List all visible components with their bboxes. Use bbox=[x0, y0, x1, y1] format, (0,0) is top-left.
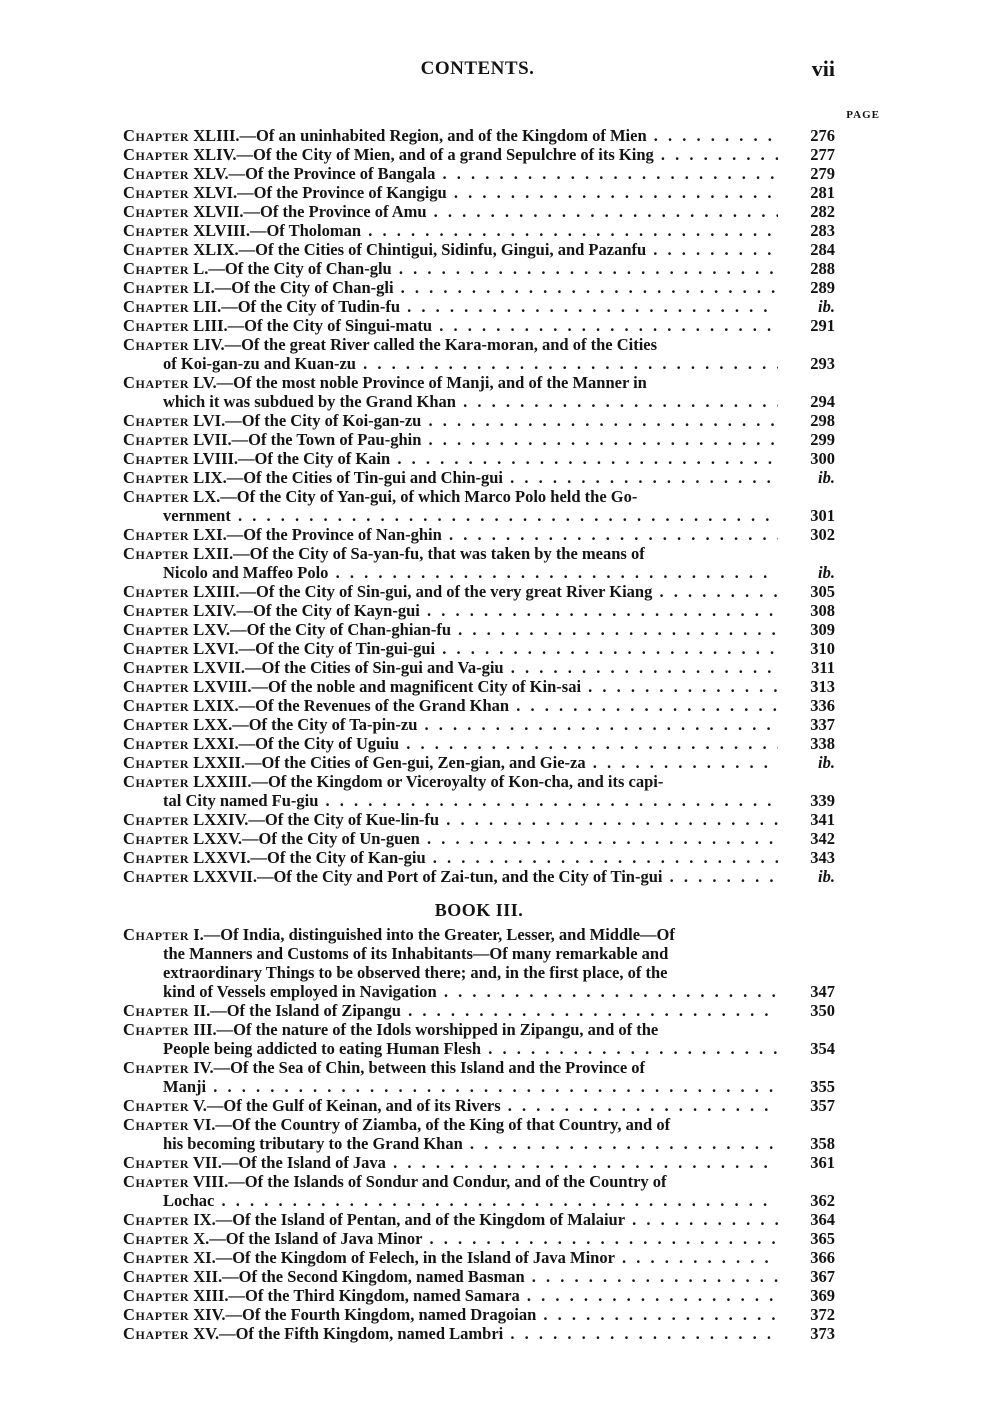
toc-entry bbox=[123, 1305, 835, 1324]
toc-entry-title: LV.—Of the most noble Province of Manji, and of the Manner in bbox=[193, 373, 647, 392]
toc-page-number: 369 bbox=[785, 1286, 835, 1305]
toc-entry-title: LXXIII.—Of the Kingdom or Viceroyalty of Kon-cha, and its capi- bbox=[193, 772, 664, 791]
chapter-word: Chapter bbox=[123, 335, 190, 354]
toc-entry-line bbox=[123, 449, 835, 468]
toc-entry-title: XLVIII.—Of Tholoman bbox=[193, 221, 362, 240]
toc-entry-line bbox=[123, 240, 835, 259]
toc-entry bbox=[123, 525, 835, 544]
toc-entry-line bbox=[123, 772, 835, 791]
toc-entry-title: XLIV.—Of the City of Mien, and of a grand Sepulchre of its King bbox=[193, 145, 654, 164]
chapter-word: Chapter bbox=[123, 658, 190, 677]
chapter-word: Chapter bbox=[123, 639, 190, 658]
toc-entry-title: LXXII.—Of the Cities of Gen-gui, Zen-gian, and Gie-za bbox=[193, 753, 586, 772]
toc-page-number: 372 bbox=[785, 1305, 835, 1324]
toc-entry-title: LIII.—Of the City of Singui-matu bbox=[193, 316, 433, 335]
toc-page-number: 294 bbox=[785, 392, 835, 411]
chapter-word: Chapter bbox=[123, 468, 190, 487]
toc-entry-title: XII.—Of the Second Kingdom, named Basman bbox=[193, 1267, 525, 1286]
toc-page-number: 341 bbox=[785, 810, 835, 829]
toc-page-number: 361 bbox=[785, 1153, 835, 1172]
book-heading: BOOK III. bbox=[434, 900, 524, 920]
toc-entry-line bbox=[123, 925, 835, 944]
toc-entry-title: XIV.—Of the Fourth Kingdom, named Dragoian bbox=[193, 1305, 537, 1324]
chapter-word: Chapter bbox=[123, 164, 190, 183]
toc-entry-title: XI.—Of the Kingdom of Felech, in the Island of Java Minor bbox=[193, 1248, 615, 1267]
toc-page-number: 338 bbox=[785, 734, 835, 753]
toc-entry bbox=[123, 373, 835, 411]
chapter-word: Chapter bbox=[123, 734, 190, 753]
toc-page-number: 288 bbox=[785, 259, 835, 278]
chapter-word: Chapter bbox=[123, 601, 190, 620]
toc-page-number: 362 bbox=[785, 1191, 835, 1210]
chapter-word: Chapter bbox=[123, 772, 190, 791]
toc-entry bbox=[123, 1229, 835, 1248]
toc-entry-line bbox=[123, 753, 835, 772]
toc-entry-title: VII.—Of the Island of Java bbox=[192, 1153, 386, 1172]
toc-entry bbox=[123, 639, 835, 658]
toc-entry-line bbox=[123, 601, 835, 620]
chapter-word: Chapter bbox=[123, 1267, 190, 1286]
toc-entry-title: his becoming tributary to the Grand Khan bbox=[163, 1134, 463, 1153]
toc-entry-title: kind of Vessels employed in Navigation bbox=[163, 982, 437, 1001]
toc-entry-line bbox=[123, 715, 835, 734]
toc-entry-line bbox=[123, 677, 835, 696]
chapter-word: Chapter bbox=[123, 126, 190, 145]
toc-entry-title: IV.—Of the Sea of Chin, between this Island and the Province of bbox=[193, 1058, 646, 1077]
toc-entry bbox=[123, 829, 835, 848]
toc-entry-title: LXIX.—Of the Revenues of the Grand Khan bbox=[193, 696, 510, 715]
chapter-word: Chapter bbox=[123, 373, 190, 392]
toc-entry-title: LVIII.—Of the City of Kain bbox=[193, 449, 391, 468]
toc-entry-title: XLV.—Of the Province of Bangala bbox=[193, 164, 436, 183]
toc-entry-title: LXXI.—Of the City of Uguiu bbox=[193, 734, 400, 753]
toc-page-number: ib. bbox=[785, 753, 835, 772]
toc-entry-title: II.—Of the Island of Zipangu bbox=[193, 1001, 401, 1020]
toc-page-number: 339 bbox=[785, 791, 835, 810]
chapter-word: Chapter bbox=[123, 810, 190, 829]
toc-entry-title: IX.—Of the Island of Pentan, and of the Kingdom of Malaiur bbox=[193, 1210, 626, 1229]
toc-entry-title: X.—Of the Island of Java Minor bbox=[193, 1229, 423, 1248]
toc-entry-title: XLIII.—Of an uninhabited Region, and of the Kingdom of Mien bbox=[193, 126, 647, 145]
toc-page-number: 309 bbox=[785, 620, 835, 639]
toc-entry bbox=[123, 1001, 835, 1020]
toc-entry-title: which it was subdued by the Grand Khan bbox=[163, 392, 456, 411]
chapter-word: Chapter bbox=[123, 1286, 190, 1305]
toc-page-number: 289 bbox=[785, 278, 835, 297]
toc-entry-title: LIX.—Of the Cities of Tin-gui and Chin-gui bbox=[193, 468, 503, 487]
chapter-word: Chapter bbox=[123, 430, 190, 449]
toc-entry-line bbox=[123, 1134, 835, 1153]
toc-page-number: 305 bbox=[785, 582, 835, 601]
toc-entry-title: VIII.—Of the Islands of Sondur and Condur, and of the Country of bbox=[192, 1172, 667, 1191]
toc-page-number: 308 bbox=[785, 601, 835, 620]
toc-entry bbox=[123, 544, 835, 582]
toc-entry-line bbox=[123, 468, 835, 487]
toc-entry bbox=[123, 696, 835, 715]
toc-entry bbox=[123, 620, 835, 639]
toc-entry-line bbox=[123, 620, 835, 639]
toc-entry bbox=[123, 677, 835, 696]
toc-entry-line bbox=[123, 791, 835, 810]
chapter-word: Chapter bbox=[123, 202, 190, 221]
toc-entry-line bbox=[123, 316, 835, 335]
toc-entry-title: LXI.—Of the Province of Nan-ghin bbox=[193, 525, 442, 544]
toc-entry-line bbox=[123, 544, 835, 563]
toc-entry bbox=[123, 772, 835, 810]
toc-entry-title: LXVI.—Of the City of Tin-gui-gui bbox=[193, 639, 436, 658]
toc-entry bbox=[123, 278, 835, 297]
toc-entry-title: Lochac bbox=[163, 1191, 215, 1210]
chapter-word: Chapter bbox=[123, 487, 190, 506]
chapter-word: Chapter bbox=[123, 848, 190, 867]
toc-entry-title: tal City named Fu-giu bbox=[163, 791, 319, 810]
toc-entry-line bbox=[123, 126, 835, 145]
toc-entry-title: Manji bbox=[163, 1077, 207, 1096]
toc-entry-title: LXXV.—Of the City of Un-guen bbox=[193, 829, 420, 848]
toc-entry-title: LII.—Of the City of Tudin-fu bbox=[193, 297, 401, 316]
toc-entry-line bbox=[123, 1115, 835, 1134]
toc-entry bbox=[123, 1115, 835, 1153]
chapter-word: Chapter bbox=[123, 1248, 190, 1267]
toc-entry bbox=[123, 240, 835, 259]
toc-page-number: 336 bbox=[785, 696, 835, 715]
toc-entry-title: XLVII.—Of the Province of Amu bbox=[193, 202, 427, 221]
toc-entry bbox=[123, 1172, 835, 1210]
chapter-word: Chapter bbox=[123, 1229, 190, 1248]
toc-entry bbox=[123, 221, 835, 240]
chapter-word: Chapter bbox=[123, 620, 190, 639]
toc-page-number: 337 bbox=[785, 715, 835, 734]
toc-entry-line bbox=[123, 734, 835, 753]
chapter-word: Chapter bbox=[123, 240, 190, 259]
toc-entry-title: LXVIII.—Of the noble and magnificent City of Kin-sai bbox=[193, 677, 582, 696]
toc-entry-line bbox=[123, 354, 835, 373]
page-column-label: PAGE bbox=[846, 109, 880, 121]
toc-entry-title: LXXIV.—Of the City of Kue-lin-fu bbox=[193, 810, 440, 829]
contents-list-book-iii bbox=[123, 925, 835, 1343]
chapter-word: Chapter bbox=[123, 259, 190, 278]
chapter-word: Chapter bbox=[123, 1324, 190, 1343]
toc-entry bbox=[123, 1096, 835, 1115]
toc-entry-title: LXIV.—Of the City of Kayn-gui bbox=[193, 601, 420, 620]
chapter-word: Chapter bbox=[123, 1305, 190, 1324]
toc-entry-line bbox=[123, 1286, 835, 1305]
toc-entry-line bbox=[123, 164, 835, 183]
toc-entry-line bbox=[123, 411, 835, 430]
toc-entry bbox=[123, 1267, 835, 1286]
toc-entry-line bbox=[123, 1039, 835, 1058]
toc-entry-line bbox=[123, 1210, 835, 1229]
toc-entry-line bbox=[123, 829, 835, 848]
chapter-word: Chapter bbox=[123, 715, 190, 734]
chapter-word: Chapter bbox=[123, 867, 190, 886]
toc-entry-title: LXX.—Of the City of Ta-pin-zu bbox=[193, 715, 418, 734]
toc-entry bbox=[123, 430, 835, 449]
toc-entry bbox=[123, 715, 835, 734]
toc-entry-title: LXVII.—Of the Cities of Sin-gui and Va-giu bbox=[193, 658, 504, 677]
toc-entry-title: extraordinary Things to be observed there; and, in the first place, of the bbox=[163, 963, 668, 982]
toc-entry-line bbox=[123, 259, 835, 278]
toc-page-number: ib. bbox=[785, 563, 835, 582]
toc-entry-line bbox=[123, 1153, 835, 1172]
toc-page-number: 373 bbox=[785, 1324, 835, 1343]
chapter-word: Chapter bbox=[123, 925, 190, 944]
toc-page-number: 284 bbox=[785, 240, 835, 259]
toc-entry bbox=[123, 601, 835, 620]
toc-entry-line bbox=[123, 810, 835, 829]
toc-entry-title: People being addicted to eating Human Flesh bbox=[163, 1039, 482, 1058]
toc-page-number: 358 bbox=[785, 1134, 835, 1153]
toc-entry bbox=[123, 1020, 835, 1058]
toc-page-number: 302 bbox=[785, 525, 835, 544]
toc-entry-title: LVI.—Of the City of Koi-gan-zu bbox=[193, 411, 422, 430]
chapter-word: Chapter bbox=[123, 221, 190, 240]
chapter-word: Chapter bbox=[123, 1153, 190, 1172]
toc-entry-line bbox=[123, 696, 835, 715]
toc-entry-line bbox=[123, 963, 835, 982]
toc-entry-title: VI.—Of the Country of Ziamba, of the King of that Country, and of bbox=[192, 1115, 671, 1134]
toc-page-number: 301 bbox=[785, 506, 835, 525]
toc-entry bbox=[123, 1324, 835, 1343]
contents-list-book-ii bbox=[123, 126, 835, 886]
toc-entry-title: XIII.—Of the Third Kingdom, named Samara bbox=[193, 1286, 520, 1305]
toc-entry-title: LXXVII.—Of the City and Port of Zai-tun, and the City of Tin-gui bbox=[193, 867, 663, 886]
chapter-word: Chapter bbox=[123, 145, 190, 164]
toc-entry-line bbox=[123, 430, 835, 449]
toc-entry-line bbox=[123, 1248, 835, 1267]
toc-page-number: 282 bbox=[785, 202, 835, 221]
chapter-word: Chapter bbox=[123, 1210, 190, 1229]
toc-entry-line bbox=[123, 658, 835, 677]
toc-entry-line bbox=[123, 221, 835, 240]
toc-page-number: 293 bbox=[785, 354, 835, 373]
toc-entry bbox=[123, 316, 835, 335]
chapter-word: Chapter bbox=[123, 525, 190, 544]
toc-page-number: 354 bbox=[785, 1039, 835, 1058]
chapter-word: Chapter bbox=[123, 696, 190, 715]
toc-page-number: 350 bbox=[785, 1001, 835, 1020]
toc-entry bbox=[123, 1153, 835, 1172]
toc-entry-title: Nicolo and Maffeo Polo bbox=[163, 563, 329, 582]
chapter-word: Chapter bbox=[123, 829, 190, 848]
toc-entry-title: LXII.—Of the City of Sa-yan-fu, that was taken by the means of bbox=[193, 544, 645, 563]
toc-entry-title: the Manners and Customs of its Inhabitants—Of many remarkable and bbox=[163, 944, 669, 963]
chapter-word: Chapter bbox=[123, 183, 190, 202]
toc-entry bbox=[123, 658, 835, 677]
toc-entry bbox=[123, 734, 835, 753]
toc-page-number: 343 bbox=[785, 848, 835, 867]
toc-page-number: 299 bbox=[785, 430, 835, 449]
toc-entry-line bbox=[123, 1305, 835, 1324]
toc-page-number: ib. bbox=[785, 468, 835, 487]
chapter-word: Chapter bbox=[123, 544, 190, 563]
toc-entry bbox=[123, 202, 835, 221]
toc-entry-title: LIV.—Of the great River called the Kara-moran, and of the Cities bbox=[193, 335, 658, 354]
toc-entry-line bbox=[123, 1058, 835, 1077]
chapter-word: Chapter bbox=[123, 278, 190, 297]
toc-entry-title: LVII.—Of the Town of Pau-ghin bbox=[193, 430, 422, 449]
toc-entry bbox=[123, 449, 835, 468]
toc-entry bbox=[123, 126, 835, 145]
toc-page-number: 298 bbox=[785, 411, 835, 430]
toc-entry-line bbox=[123, 1096, 835, 1115]
chapter-word: Chapter bbox=[123, 677, 190, 696]
chapter-word: Chapter bbox=[123, 753, 190, 772]
toc-entry-title: XV.—Of the Fifth Kingdom, named Lambri bbox=[193, 1324, 504, 1343]
toc-entry bbox=[123, 810, 835, 829]
toc-entry-line bbox=[123, 278, 835, 297]
toc-entry-title: XLVI.—Of the Province of Kangigu bbox=[193, 183, 447, 202]
toc-entry-title: L.—Of the City of Chan-glu bbox=[193, 259, 392, 278]
toc-page-number: 342 bbox=[785, 829, 835, 848]
toc-entry-title: LXXVI.—Of the City of Kan-giu bbox=[193, 848, 426, 867]
toc-page-number: 347 bbox=[785, 982, 835, 1001]
toc-entry-line bbox=[123, 1324, 835, 1343]
toc-entry bbox=[123, 335, 835, 373]
toc-entry-line bbox=[123, 563, 835, 582]
toc-entry-title: XLIX.—Of the Cities of Chintigui, Sidinfu, Gingui, and Pazanfu bbox=[193, 240, 647, 259]
toc-entry-title: III.—Of the nature of the Idols worshipped in Zipangu, and of the bbox=[193, 1020, 659, 1039]
toc-entry-line bbox=[123, 392, 835, 411]
chapter-word: Chapter bbox=[123, 411, 190, 430]
toc-entry-title: LI.—Of the City of Chan-gli bbox=[193, 278, 394, 297]
toc-entry bbox=[123, 582, 835, 601]
toc-page-number: ib. bbox=[785, 297, 835, 316]
chapter-word: Chapter bbox=[123, 1020, 190, 1039]
chapter-word: Chapter bbox=[123, 1172, 190, 1191]
toc-entry-line bbox=[123, 1191, 835, 1210]
toc-page-number: 357 bbox=[785, 1096, 835, 1115]
toc-entry-title: V.—Of the Gulf of Keinan, and of its Rivers bbox=[192, 1096, 501, 1115]
chapter-word: Chapter bbox=[123, 1096, 190, 1115]
toc-entry-line bbox=[123, 582, 835, 601]
toc-entry bbox=[123, 1058, 835, 1096]
toc-entry-line bbox=[123, 506, 835, 525]
toc-entry bbox=[123, 867, 835, 886]
toc-entry-line bbox=[123, 145, 835, 164]
toc-entry-line bbox=[123, 202, 835, 221]
toc-entry-line bbox=[123, 1001, 835, 1020]
toc-entry-line bbox=[123, 1172, 835, 1191]
toc-entry-title: I.—Of India, distinguished into the Greater, Lesser, and Middle—Of bbox=[193, 925, 675, 944]
running-head bbox=[120, 58, 835, 88]
toc-entry-line bbox=[123, 487, 835, 506]
toc-entry-line bbox=[123, 297, 835, 316]
page-title: CONTENTS. bbox=[420, 58, 535, 79]
toc-entry-line bbox=[123, 183, 835, 202]
toc-entry-line bbox=[123, 982, 835, 1001]
chapter-word: Chapter bbox=[123, 449, 190, 468]
chapter-word: Chapter bbox=[123, 297, 190, 316]
toc-page-number: 367 bbox=[785, 1267, 835, 1286]
toc-entry bbox=[123, 468, 835, 487]
toc-entry bbox=[123, 1248, 835, 1267]
toc-page-number: 364 bbox=[785, 1210, 835, 1229]
chapter-word: Chapter bbox=[123, 1058, 190, 1077]
toc-entry-title: of Koi-gan-zu and Kuan-zu bbox=[163, 354, 356, 373]
toc-entry bbox=[123, 848, 835, 867]
toc-entry-line bbox=[123, 867, 835, 886]
chapter-word: Chapter bbox=[123, 316, 190, 335]
toc-page-number: 366 bbox=[785, 1248, 835, 1267]
toc-entry-line bbox=[123, 1267, 835, 1286]
toc-entry-title: LXV.—Of the City of Chan-ghian-fu bbox=[193, 620, 452, 639]
toc-page-number: 277 bbox=[785, 145, 835, 164]
chapter-word: Chapter bbox=[123, 582, 190, 601]
toc-entry bbox=[123, 1286, 835, 1305]
toc-entry-line bbox=[123, 525, 835, 544]
toc-page-number: 276 bbox=[785, 126, 835, 145]
toc-page-number: 310 bbox=[785, 639, 835, 658]
toc-entry-line bbox=[123, 373, 835, 392]
toc-page-number: 291 bbox=[785, 316, 835, 335]
toc-entry-line bbox=[123, 1077, 835, 1096]
toc-entry bbox=[123, 145, 835, 164]
toc-entry-title: LXIII.—Of the City of Sin-gui, and of the very great River Kiang bbox=[193, 582, 653, 601]
toc-entry-title: LX.—Of the City of Yan-gui, of which Marco Polo held the Go- bbox=[193, 487, 638, 506]
toc-entry bbox=[123, 1210, 835, 1229]
toc-entry bbox=[123, 411, 835, 430]
toc-entry bbox=[123, 259, 835, 278]
chapter-word: Chapter bbox=[123, 1115, 190, 1134]
toc-page-number: 355 bbox=[785, 1077, 835, 1096]
toc-page-number: 283 bbox=[785, 221, 835, 240]
toc-entry-line bbox=[123, 1229, 835, 1248]
toc-entry-title: vernment bbox=[163, 506, 231, 525]
toc-page-number: 300 bbox=[785, 449, 835, 468]
toc-entry-line bbox=[123, 639, 835, 658]
toc-entry bbox=[123, 164, 835, 183]
toc-page-number: ib. bbox=[785, 867, 835, 886]
page-number: vii bbox=[811, 56, 835, 81]
toc-entry-line bbox=[123, 335, 835, 354]
chapter-word: Chapter bbox=[123, 1001, 190, 1020]
toc-entry-line bbox=[123, 848, 835, 867]
toc-entry bbox=[123, 487, 835, 525]
toc-page-number: 311 bbox=[785, 658, 835, 677]
toc-page-number: 279 bbox=[785, 164, 835, 183]
toc-entry bbox=[123, 925, 835, 1001]
toc-entry bbox=[123, 183, 835, 202]
toc-page-number: 313 bbox=[785, 677, 835, 696]
toc-entry-line bbox=[123, 1020, 835, 1039]
toc-entry bbox=[123, 297, 835, 316]
toc-page-number: 365 bbox=[785, 1229, 835, 1248]
toc-entry-line bbox=[123, 944, 835, 963]
toc-page-number: 281 bbox=[785, 183, 835, 202]
toc-entry bbox=[123, 753, 835, 772]
